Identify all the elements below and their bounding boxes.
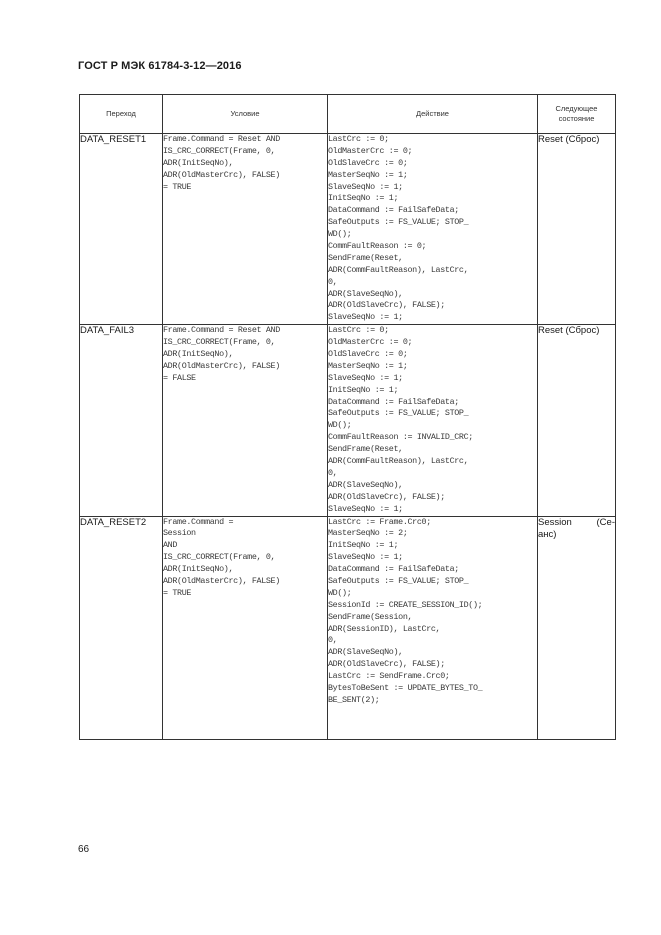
action-line: InitSeqNo := 1; [328, 193, 399, 204]
action-line: SlaveSeqNo := 1; [328, 181, 403, 192]
transition-cell: DATA_RESET2 [80, 516, 163, 739]
header-action: Действие [328, 95, 538, 134]
condition-line: AND [163, 540, 178, 551]
condition-cell [163, 325, 328, 516]
table-header-row [80, 95, 616, 134]
action-line: CommFaultReason := INVALID_CRC; [328, 432, 473, 443]
next-state-line: Reset (Сброс) [538, 134, 600, 145]
action-line: OldSlaveCrc := 0; [328, 349, 408, 360]
action-line: ADR(OldSlaveCrc), FALSE); [328, 659, 445, 670]
action-line: 0, [328, 635, 338, 646]
action-cell [328, 134, 538, 325]
condition-line: Session [163, 528, 196, 539]
condition-line: ADR(InitSeqNo), [163, 564, 234, 575]
action-cell [328, 325, 538, 516]
document-header: ГОСТ Р МЭК 61784-3-12—2016 [78, 60, 242, 72]
action-line: ADR(SlaveSeqNo), [328, 647, 403, 658]
condition-line: Frame.Command = Reset AND [163, 134, 280, 144]
condition-line: = TRUE [163, 587, 192, 598]
action-line: SafeOutputs := FS_VALUE; STOP_ [328, 408, 469, 419]
action-line: ADR(OldSlaveCrc), FALSE); [328, 300, 445, 311]
action-line: LastCrc := Frame.Crc0; [328, 516, 431, 527]
action-line: LastCrc := 0; [328, 134, 389, 144]
action-line: MasterSeqNo := 2; [328, 528, 408, 539]
next-state-cell [538, 134, 616, 325]
condition-line: IS_CRC_CORRECT(Frame, 0, [163, 552, 276, 563]
action-line: 0, [328, 276, 338, 287]
condition-cell [163, 516, 328, 739]
next-state-cell [538, 325, 616, 516]
table-row [80, 134, 616, 325]
header-next-state-line1: Следующее [555, 104, 598, 113]
action-line: OldMasterCrc := 0; [328, 337, 413, 348]
action-line: 0, [328, 467, 338, 478]
action-line: ADR(SlaveSeqNo), [328, 288, 403, 299]
action-line: MasterSeqNo := 1; [328, 360, 408, 371]
condition-line: ADR(OldMasterCrc), FALSE) [163, 360, 280, 371]
condition-line: ADR(OldMasterCrc), FALSE) [163, 575, 280, 586]
action-line: ADR(OldSlaveCrc), FALSE); [328, 491, 445, 502]
condition-line: ADR(InitSeqNo), [163, 157, 234, 168]
action-line: SafeOutputs := FS_VALUE; STOP_ [328, 575, 469, 586]
action-line: WD(); [328, 420, 352, 431]
action-line: SendFrame(Session, [328, 611, 413, 622]
condition-line: = TRUE [163, 181, 192, 192]
action-line: LastCrc := SendFrame.Crc0; [328, 671, 450, 682]
next-state-line: анс) [538, 528, 557, 540]
action-line: DataCommand := FailSafeData; [328, 205, 459, 216]
table-row [80, 516, 616, 739]
action-line: OldSlaveCrc := 0; [328, 157, 408, 168]
next-state-line: Reset (Сброс) [538, 325, 600, 337]
action-line: CommFaultReason := 0; [328, 241, 427, 252]
action-line: ADR(SessionID), LastCrc, [328, 623, 441, 634]
action-line: SendFrame(Reset, [328, 252, 403, 263]
action-line: SessionId := CREATE_SESSION_ID(); [328, 599, 483, 610]
condition-line: Frame.Command = Reset AND [163, 325, 280, 336]
action-line: ADR(CommFaultReason), LastCrc, [328, 264, 469, 275]
table-row [80, 325, 616, 516]
action-line: InitSeqNo := 1; [328, 540, 399, 551]
header-next-state [538, 95, 616, 134]
page-number: 66 [78, 844, 90, 855]
action-line: BytesToBeSent := UPDATE_BYTES_TO_ [328, 682, 483, 693]
transition-cell: DATA_FAIL3 [80, 325, 163, 516]
condition-line: IS_CRC_CORRECT(Frame, 0, [163, 337, 276, 348]
condition-line: ADR(InitSeqNo), [163, 349, 234, 360]
action-line: WD(); [328, 229, 352, 240]
condition-line: ADR(OldMasterCrc), FALSE) [163, 169, 280, 180]
next-state-line: Session (Се- [538, 516, 615, 528]
action-line: LastCrc := 0; [328, 325, 389, 336]
action-line: DataCommand := FailSafeData; [328, 396, 459, 407]
action-line: SlaveSeqNo := 1; [328, 552, 403, 563]
next-state-cell [538, 516, 616, 739]
action-line: ADR(CommFaultReason), LastCrc, [328, 456, 469, 467]
action-line: InitSeqNo := 1; [328, 384, 399, 395]
action-line: SafeOutputs := FS_VALUE; STOP_ [328, 217, 469, 228]
action-line: ADR(SlaveSeqNo), [328, 479, 403, 490]
condition-line: IS_CRC_CORRECT(Frame, 0, [163, 145, 276, 156]
action-line: DataCommand := FailSafeData; [328, 564, 459, 575]
action-line: SlaveSeqNo := 1; [328, 503, 403, 514]
transition-table [79, 94, 616, 740]
condition-line: Frame.Command = [163, 516, 234, 527]
header-transition: Переход [80, 95, 163, 134]
header-condition: Условие [163, 95, 328, 134]
header-next-state-line2: состояние [558, 114, 595, 123]
action-line: WD(); [328, 587, 352, 598]
action-line: MasterSeqNo := 1; [328, 169, 408, 180]
action-line: SendFrame(Reset, [328, 444, 403, 455]
action-line: SlaveSeqNo := 1; [328, 372, 403, 383]
condition-cell [163, 134, 328, 325]
action-cell [328, 516, 538, 739]
action-line: BE_SENT(2); [328, 694, 380, 705]
action-line: SlaveSeqNo := 1; [328, 312, 403, 323]
condition-line: = FALSE [163, 372, 196, 383]
transition-cell: DATA_RESET1 [80, 134, 163, 325]
action-line: OldMasterCrc := 0; [328, 145, 413, 156]
